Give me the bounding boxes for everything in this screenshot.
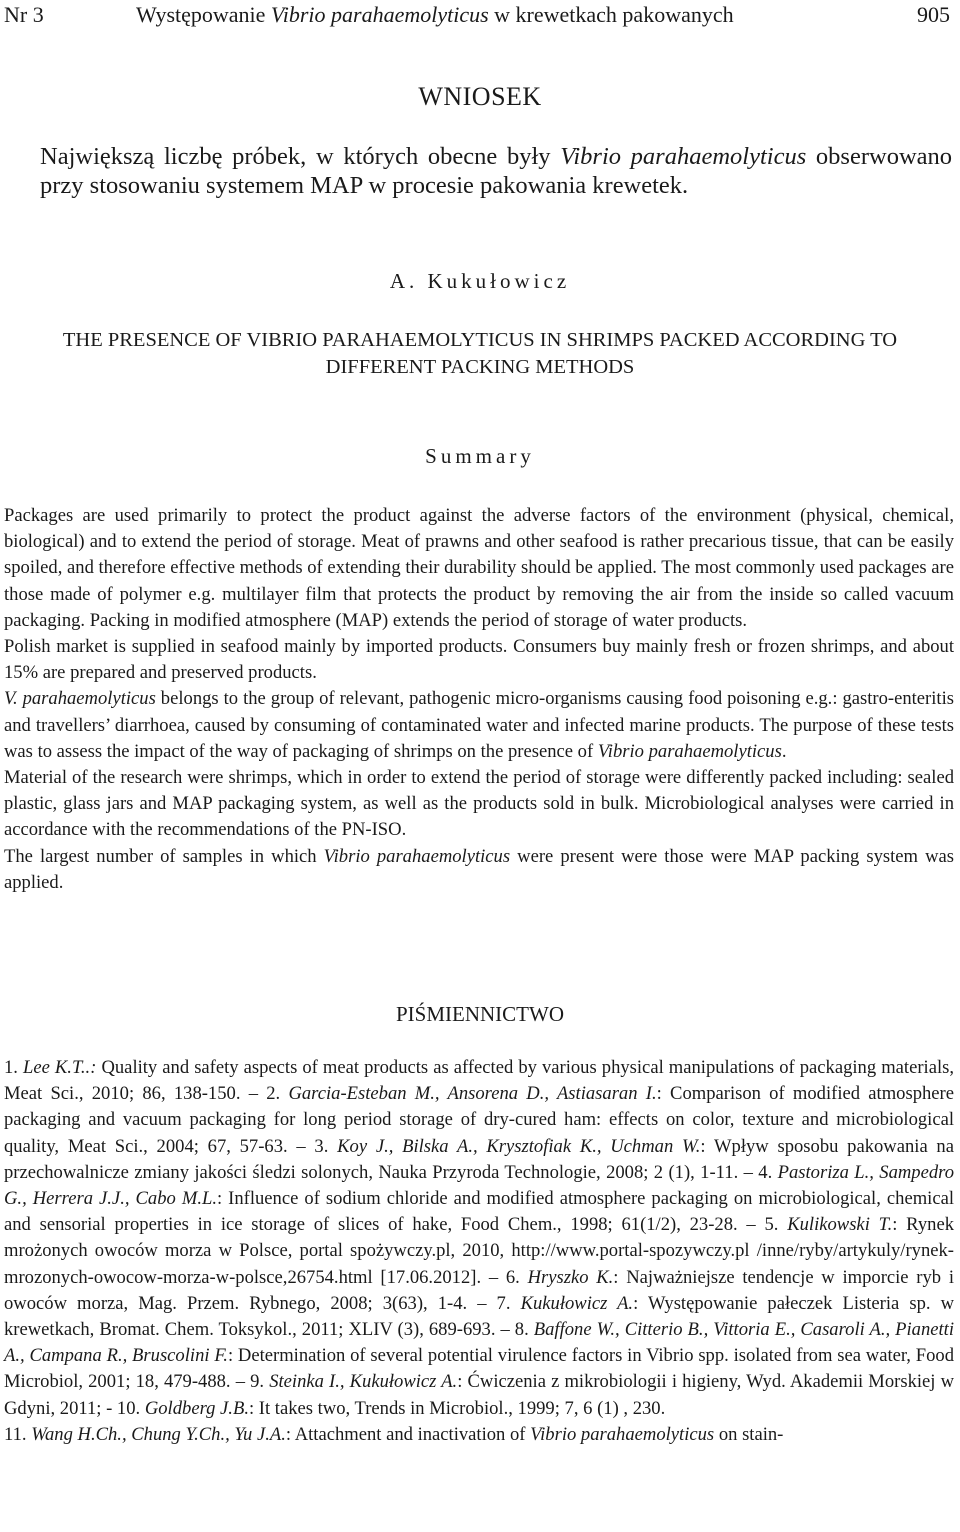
- summary-paragraph: Material of the research were shrimps, which in order to extend the period of storage were differently packed including: sealed plastic, glass jars and MAP packaging system, as well as the products sold in bulk. Microbiological analyses were carried in accordance with the recommendations of the PN-ISO.: [4, 767, 954, 841]
- references-heading: PIŚMIENNICTWO: [396, 1002, 564, 1026]
- conclusion-heading: WNIOSEK: [418, 82, 542, 111]
- page-number: 905: [917, 2, 950, 27]
- summary-heading: Summary: [425, 444, 535, 468]
- conclusion-text: Największą liczbę próbek, w których obecne były Vibrio parahaemolyticus obserwowano przy stosowaniu systemem MAP w procesie pakowania krewetek.: [40, 143, 953, 199]
- running-header: [4, 2, 956, 32]
- summary-paragraph: V. parahaemolyticus belongs to the group of relevant, pathogenic micro-organisms causing food poisoning e.g.: gastro-enteritis and travellers’ diarrhoea, caused by consuming of contaminated water and infected marine products. The purpose of these tests was to assess the impact of the way of packaging of shrimps on the presence of Vibrio parahaemolyticus.: [4, 688, 954, 762]
- reference-block: 1. Lee K.T..: Quality and safety aspects of meat products as affected by various physical manipulations of packaging materials, Meat Sci., 2010; 86, 138-150. – 2. Garcia-Esteban M., Ansorena D., Astiasaran I.: Comparison of modified atmosphere packaging and vacuum packaging for long period storage of dry-cured ham: effects on color, texture and microbiological quality, Meat Sci., 2004; 67, 57-63. – 3. Koy J., Bilska A., Krysztofiak K., Uchman W.: Wpływ sposobu pakowania na przechowalnicze zmiany jakości śledzi solonych, Nauka Przyroda Technologie, 2008; 2 (1), 1-11. – 4. Pastoriza L., Sampedro G., Herrera J.J., Cabo M.L.: Influence of sodium chloride and modified atmosphere packaging on microbiological, chemical and sensorial properties in ice storage of slices of hake, Food Chem., 1998; 61(1/2), 23-28. – 5. Kulikowski T.: Rynek mrożonych owoców morza w Polsce, portal spożywczy.pl, 2010, http://www.portal-spozywczy.pl /inne/ryby/artykuly/rynek-mrozonych-owocow-morza-w-polsce,26754.html [17.06.2012]. – 6. Hryszko K.: Najważniejsze tendencje w imporcie ryb i owoców morza, Mag. Przem. Rybnego, 2008; 3(63), 1-4. – 7. Kukułowicz A.: Występowanie pałeczek Listeria sp. w krewetkach, Bromat. Chem. Toksykol., 2011; XLIV (3), 689-693. – 8. Baffone W., Citterio B., Vittoria E., Casaroli A., Pianetti A., Campana R., Bruscolini F.: Determination of several potential virulence factors in Vibrio spp. isolated from sea water, Food Microbiol, 2001; 18, 479-488. – 9. Steinka I., Kukułowicz A.: Ćwiczenia z mikrobiologii i higieny, Wyd. Akademii Morskiej w Gdyni, 2011; - 10. Goldberg J.B.: It takes two, Trends in Microbiol., 1999; 7, 6 (1) , 230.: [4, 1057, 955, 1419]
- summary-paragraph: Polish market is supplied in seafood mainly by imported products. Consumers buy mainly fresh or frozen shrimps, and about 15% are prepared and preserved products.: [4, 636, 954, 684]
- summary-body: [4, 503, 954, 896]
- author-name: A. Kukułowicz: [389, 269, 571, 293]
- running-head: Występowanie Vibrio parahaemolyticus w krewetkach pakowanych: [136, 2, 734, 27]
- references-list: [4, 1055, 954, 1448]
- summary-paragraph: The largest number of samples in which Vibrio parahaemolyticus were present were those were MAP packing system was applied.: [4, 845, 954, 893]
- reference-item: 11. Wang H.Ch., Chung Y.Ch., Yu J.A.: Attachment and inactivation of Vibrio parahaemolyticus on stain-: [4, 1423, 784, 1445]
- issue-number: Nr 3: [4, 2, 44, 27]
- english-title: THE PRESENCE OF VIBRIO PARAHAEMOLYTICUS IN SHRIMPS PACKED ACCORDING TO DIFFERENT PACKING METHODS: [62, 329, 898, 378]
- summary-paragraph: Packages are used primarily to protect the product against the adverse factors of the environment (physical, chemical, biological) and to extend the period of storage. Meat of prawns and other seafood is rather precarious tissue, that can be easily spoiled, and therefore effective methods of extending their durability should be applied. The most commonly used packages are those made of polymer e.g. multilayer film that protects the product by removing the air from the inside so called vacuum packaging. Packing in modified atmosphere (MAP) extends the period of storage of water products.: [4, 505, 954, 631]
